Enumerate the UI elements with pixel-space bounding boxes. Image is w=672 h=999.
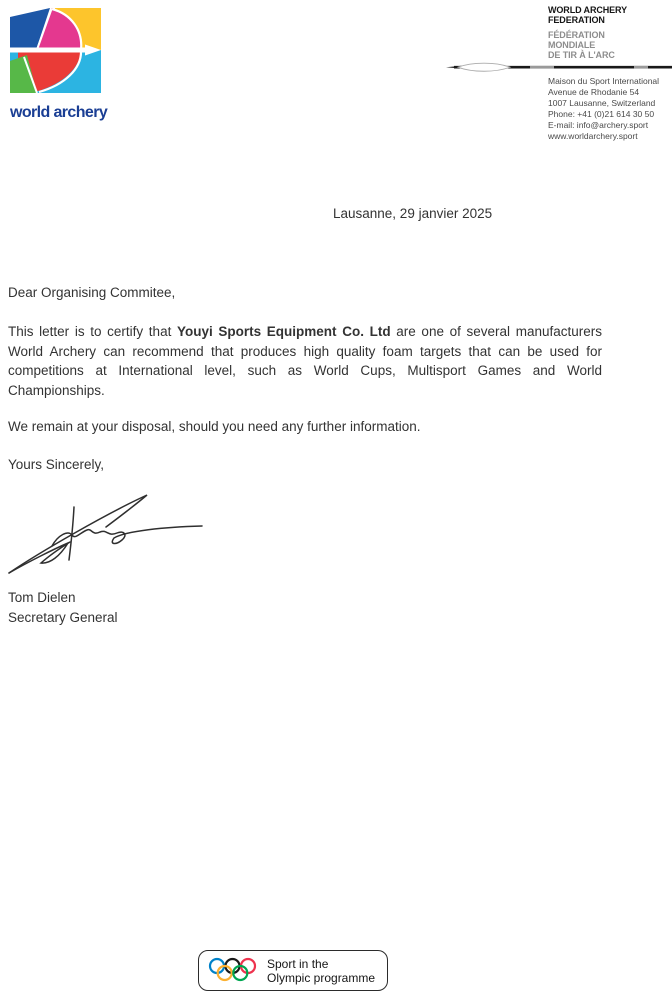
signature-icon xyxy=(6,486,216,578)
company-name: Youyi Sports Equipment Co. Ltd xyxy=(176,324,391,339)
federation-name-fr: FÉDÉRATION MONDIALE DE TIR À L'ARC xyxy=(548,30,615,60)
masthead xyxy=(548,6,670,60)
signer-title: Secretary General xyxy=(8,609,118,625)
dateline: Lausanne, 29 janvier 2025 xyxy=(333,206,493,221)
signer-block xyxy=(8,588,118,627)
logo-wordmark: world archery xyxy=(10,104,108,121)
federation-address xyxy=(548,76,672,142)
world-archery-logo-icon xyxy=(10,8,101,93)
address-line-email: E-mail: info@archery.sport xyxy=(548,120,649,130)
paragraph-certification: This letter is to certify that Youyi Sports Equipment Co. Ltd are one of several manufacturers World Archery can recommend that produces high quality foam targets that can be used for competitions at International level, such as World Cups, Multisport Games and World Championships. xyxy=(8,324,602,398)
olympic-rings-icon xyxy=(208,956,258,986)
address-line: Avenue de Rhodanie 54 xyxy=(548,87,640,97)
arrow-divider-icon xyxy=(446,60,672,76)
address-line-website: www.worldarchery.sport xyxy=(548,131,638,141)
salutation: Dear Organising Commitee, xyxy=(8,285,176,300)
letter-body xyxy=(8,283,602,474)
paragraph-disposal: We remain at your disposal, should you need any further information. xyxy=(8,419,421,434)
closing: Yours Sincerely, xyxy=(8,456,105,472)
address-line-phone: Phone: +41 (0)21 614 30 50 xyxy=(548,109,655,119)
federation-name-en: WORLD ARCHERY FEDERATION xyxy=(548,5,628,25)
olympic-programme-badge xyxy=(198,950,388,991)
world-archery-logo xyxy=(10,8,120,122)
signer-name: Tom Dielen xyxy=(8,590,76,605)
address-line: 1007 Lausanne, Switzerland xyxy=(548,98,656,108)
address-line: Maison du Sport International xyxy=(548,76,660,86)
badge-text: Sport in the Olympic programme xyxy=(267,956,376,985)
